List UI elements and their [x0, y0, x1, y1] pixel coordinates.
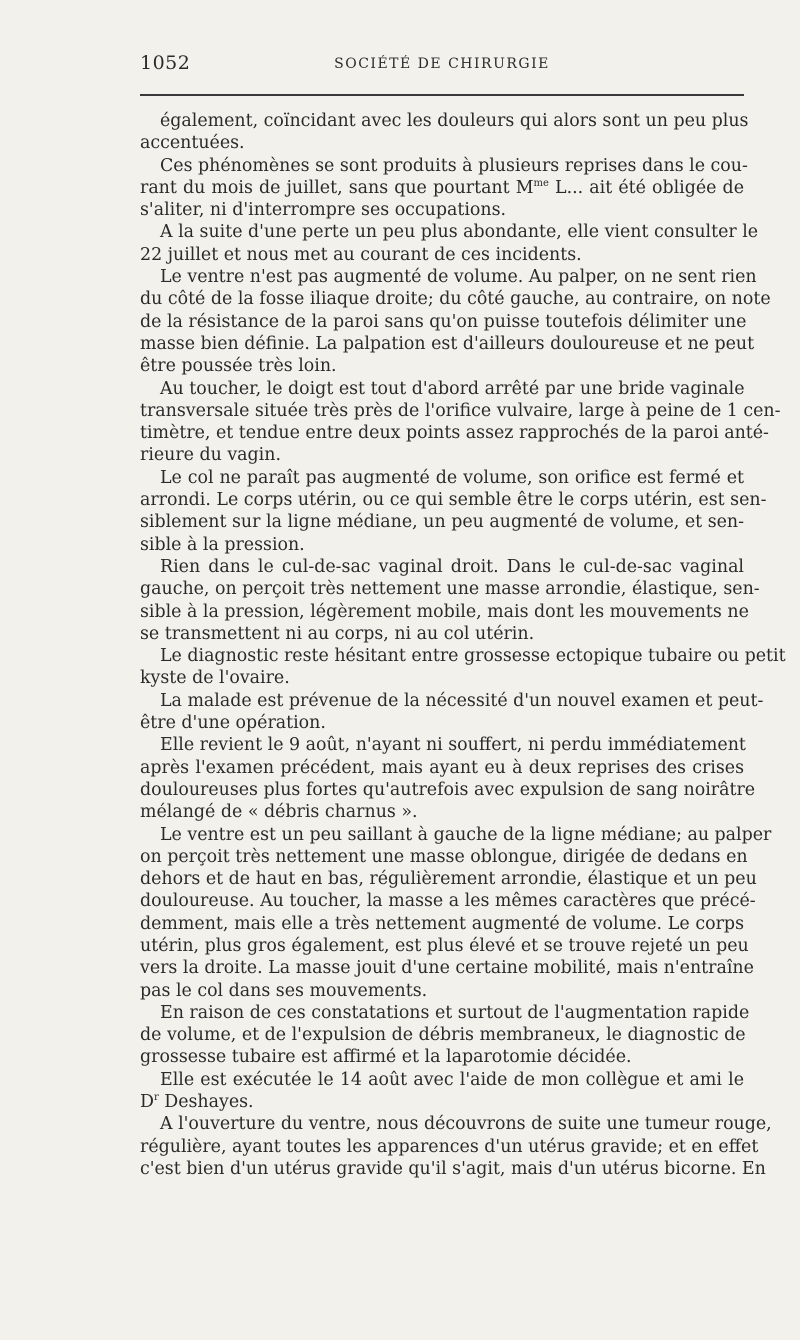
text-line: régulière, ayant toutes les apparences d'un utérus gravide; et en effet	[140, 1136, 759, 1157]
text-line: $D^r$ Deshayes.	[140, 1092, 254, 1113]
text-line: mélangé de « débris charnus ».	[140, 802, 418, 823]
text-line: En raison de ces constatations et surtout de l'augmentation rapide	[160, 1002, 750, 1023]
text-line: Rien dans le cul-de-sac vaginal droit. Dans le cul-de-sac vaginal	[160, 556, 744, 577]
paragraph	[140, 221, 759, 266]
text-line: masse bien définie. La palpation est d'ailleurs douloureuse et ne peut	[140, 333, 755, 354]
text-line: Au toucher, le doigt est tout d'abord arrêté par une bride vaginale	[160, 378, 745, 399]
text-line: de la résistance de la paroi sans qu'on puisse toutefois délimiter une	[140, 311, 747, 332]
text-line: Ces phénomènes se sont produits à plusieurs reprises dans le cou-	[160, 155, 748, 176]
text-line: s'aliter, ni d'interrompre ses occupations.	[140, 200, 507, 221]
text-line: sible à la pression.	[140, 534, 305, 555]
paragraph	[140, 1069, 744, 1114]
text-line: gauche, on perçoit très nettement une masse arrondie, élastique, sen-	[140, 579, 760, 600]
text-line: La malade est prévenue de la nécessité d'un nouvel examen et peut-	[160, 690, 764, 711]
text-line: utérin, plus gros également, est plus élevé et se trouve rejeté un peu	[140, 935, 749, 956]
text-line: on perçoit très nettement une masse oblongue, dirigée de dedans en	[140, 846, 748, 867]
text-line: Le diagnostic reste hésitant entre grossesse ectopique tubaire ou petit	[160, 646, 786, 667]
text-line: c'est bien d'un utérus gravide qu'il s'agit, mais d'un utérus bicorne. En	[140, 1158, 766, 1179]
paragraph	[140, 690, 764, 735]
text-line: Elle est exécutée le 14 août avec l'aide de mon collègue et ami le	[160, 1069, 744, 1090]
header-rule	[140, 94, 744, 96]
text-line: arrondi. Le corps utérin, ou ce qui semble être le corps utérin, est sen-	[140, 490, 767, 511]
paragraph	[140, 155, 748, 222]
text-line: dehors et de haut en bas, régulièrement arrondie, élastique et un peu	[140, 869, 757, 890]
text-line: du côté de la fosse iliaque droite; du côté gauche, au contraire, on note	[140, 289, 771, 310]
text-line: grossesse tubaire est affirmé et la laparotomie décidée.	[140, 1047, 632, 1068]
text-line: après l'examen précédent, mais ayant eu à deux reprises des crises	[140, 757, 744, 778]
paragraph	[140, 467, 767, 556]
paragraph	[140, 378, 781, 467]
text-line: A l'ouverture du ventre, nous découvrons de suite une tumeur rouge,	[160, 1114, 772, 1135]
text-line: A la suite d'une perte un peu plus abondante, elle vient consulter le	[160, 222, 759, 243]
text-line: Le col ne paraît pas augmenté de volume, son orifice est fermé et	[160, 467, 744, 488]
text-line: 22 juillet et nous met au courant de ces incidents.	[140, 244, 582, 265]
text-line: de volume, et de l'expulsion de débris membraneux, le diagnostic de	[140, 1025, 746, 1046]
paragraph	[140, 824, 772, 1002]
body-text	[140, 110, 786, 1180]
text-line: rieure du vagin.	[140, 445, 281, 466]
text-line: accentuées.	[140, 133, 245, 154]
text-line: pas le col dans ses mouvements.	[140, 980, 428, 1001]
paragraph	[140, 734, 756, 823]
text-line: être d'une opération.	[140, 713, 326, 734]
running-title: SOCIÉTÉ DE CHIRURGIE	[334, 56, 550, 72]
text-line: timètre, et tendue entre deux points assez rapprochés de la paroi anté-	[140, 423, 769, 444]
text-line: rant du mois de juillet, sans que pourtant $M^{me}$ L... ait été obligée de	[140, 177, 744, 198]
text-line: sible à la pression, légèrement mobile, mais dont les mouvements ne	[140, 601, 749, 622]
paragraph	[140, 1113, 772, 1180]
paragraph	[140, 645, 786, 690]
paragraph	[140, 110, 749, 155]
text-line: kyste de l'ovaire.	[140, 668, 290, 689]
text-line: Le ventre n'est pas augmenté de volume. Au palper, on ne sent rien	[160, 267, 757, 288]
text-line: douloureuse. Au toucher, la masse a les mêmes caractères que précé-	[140, 891, 756, 912]
text-line: Le ventre est un peu saillant à gauche de la ligne médiane; au palper	[160, 824, 772, 845]
text-line: vers la droite. La masse jouit d'une certaine mobilité, mais n'entraîne	[140, 958, 754, 979]
paragraph	[140, 1002, 750, 1069]
paragraph	[140, 556, 760, 645]
text-line: siblement sur la ligne médiane, un peu augmenté de volume, et sen-	[140, 512, 744, 533]
text-line: demment, mais elle a très nettement augmenté de volume. Le corps	[140, 913, 744, 934]
text-line: douloureuses plus fortes qu'autrefois avec expulsion de sang noirâtre	[140, 779, 756, 800]
text-line: se transmettent ni au corps, ni au col utérin.	[140, 623, 535, 644]
paragraph	[140, 266, 771, 377]
page-header	[140, 52, 744, 80]
text-line: également, coïncidant avec les douleurs qui alors sont un peu plus	[160, 111, 749, 131]
text-line: être poussée très loin.	[140, 356, 337, 377]
text-line: Elle revient le 9 août, n'ayant ni souffert, ni perdu immédiatement	[160, 735, 746, 756]
page-number: 1052	[140, 52, 191, 74]
text-line: transversale située très près de l'orifice vulvaire, large à peine de 1 cen-	[140, 400, 781, 421]
